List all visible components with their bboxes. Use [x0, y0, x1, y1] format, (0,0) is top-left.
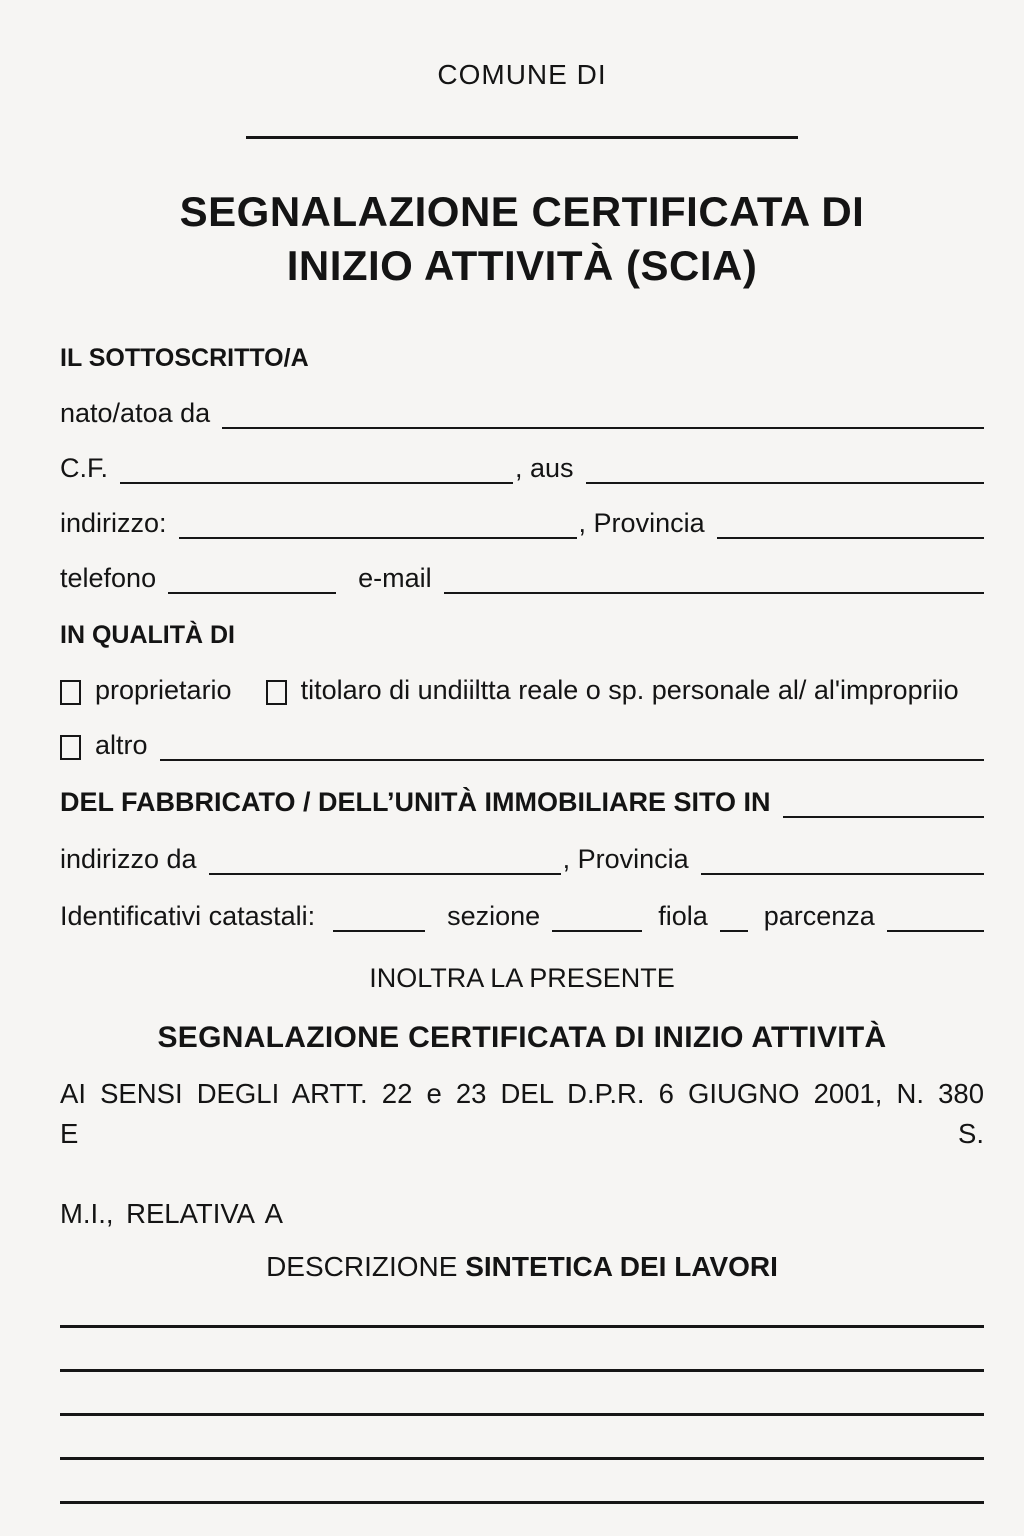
sezione-field[interactable] [552, 906, 642, 932]
row-catastali [60, 901, 984, 932]
fab-provincia-label: , Provincia [562, 844, 689, 874]
description-heading-bold: SINTETICA DEI LAVORI [465, 1251, 778, 1282]
email-field[interactable] [444, 568, 984, 594]
description-line[interactable] [60, 1284, 984, 1328]
titolare-checkbox-icon[interactable] [266, 680, 287, 705]
row-telefono [60, 563, 984, 594]
comune-name-field[interactable] [246, 136, 798, 139]
qualita-heading: IN QUALITÀ DI [60, 621, 235, 649]
fab-indirizzo-label: indirizzo da [60, 844, 197, 874]
option-proprietario [60, 675, 232, 706]
fab-provincia-field[interactable] [701, 849, 984, 875]
row-cf [60, 453, 984, 484]
proprietario-checkbox-icon[interactable] [60, 680, 81, 705]
legal-text [60, 1074, 984, 1234]
altro-checkbox-icon[interactable] [60, 735, 81, 760]
row-qualita-options [60, 675, 984, 706]
titolare-label: titolaro di undiiltta reale o sp. personale al/ al'impropriio [300, 675, 959, 705]
altro-label: altro [95, 730, 148, 760]
sezione-label: sezione [447, 901, 541, 931]
description-line[interactable] [60, 1416, 984, 1460]
cf-label: C.F. [60, 453, 109, 483]
row-indirizzo [60, 508, 984, 539]
provincia-field[interactable] [717, 513, 984, 539]
catastali-label: Identificativi catastali: [60, 901, 316, 931]
description-line[interactable] [60, 1372, 984, 1416]
nato-field[interactable] [222, 403, 984, 429]
nato-label: nato/atoa da [60, 398, 211, 428]
telefono-field[interactable] [168, 568, 336, 594]
fabbricato-heading: DEL FABBRICATO / DELL’UNITÀ IMMOBILIARE SITO IN [60, 787, 771, 817]
altro-field[interactable] [160, 735, 984, 761]
catastali-field[interactable] [333, 906, 425, 932]
fab-indirizzo-field[interactable] [209, 849, 561, 875]
legal-line2: M.I., RELATIVA A [60, 1198, 283, 1229]
description-heading [60, 1250, 984, 1284]
page-title-line2: INIZIO ATTIVITÀ (SCIA) [286, 242, 758, 289]
telefono-label: telefono [60, 563, 157, 593]
description-line[interactable] [60, 1328, 984, 1372]
provincia-label: , Provincia [578, 508, 705, 538]
applicant-heading: IL SOTTOSCRITTO/A [60, 344, 309, 372]
email-label: e-mail [358, 563, 432, 593]
row-altro [60, 730, 984, 761]
fiola-label: fiola [658, 901, 708, 931]
inoltra-text: INOLTRA LA PRESENTE [369, 963, 675, 993]
description-heading-prefix: DESCRIZIONE [266, 1251, 466, 1282]
page-title-line1: SEGNALAZIONE CERTIFICATA DI [179, 188, 865, 235]
cf-field[interactable] [120, 458, 513, 484]
proprietario-label: proprietario [95, 675, 232, 705]
indirizzo-field[interactable] [179, 513, 577, 539]
fiola-field[interactable] [720, 906, 748, 932]
parcenza-label: parcenza [763, 901, 875, 931]
legal-line1: AI SENSI DEGLI ARTT. 22 e 23 DEL D.P.R. 6 GIUGNO 2001, N. 380 E S. [60, 1078, 984, 1149]
aus-label: , aus [515, 453, 574, 483]
description-lines-area [60, 1284, 984, 1504]
scia-mid-title: SEGNALAZIONE CERTIFICATA DI INIZIO ATTIVITÀ [157, 1021, 887, 1054]
comune-label: COMUNE DI [437, 59, 607, 90]
indirizzo-label: indirizzo: [60, 508, 167, 538]
aus-field[interactable] [586, 458, 984, 484]
description-line[interactable] [60, 1460, 984, 1504]
parcenza-field[interactable] [887, 906, 984, 932]
row-fabbricato [60, 787, 984, 818]
row-nato [60, 398, 984, 429]
page-title [60, 185, 984, 293]
option-titolare [266, 675, 959, 706]
sito-in-field[interactable] [783, 792, 984, 818]
row-fab-indirizzo [60, 844, 984, 875]
